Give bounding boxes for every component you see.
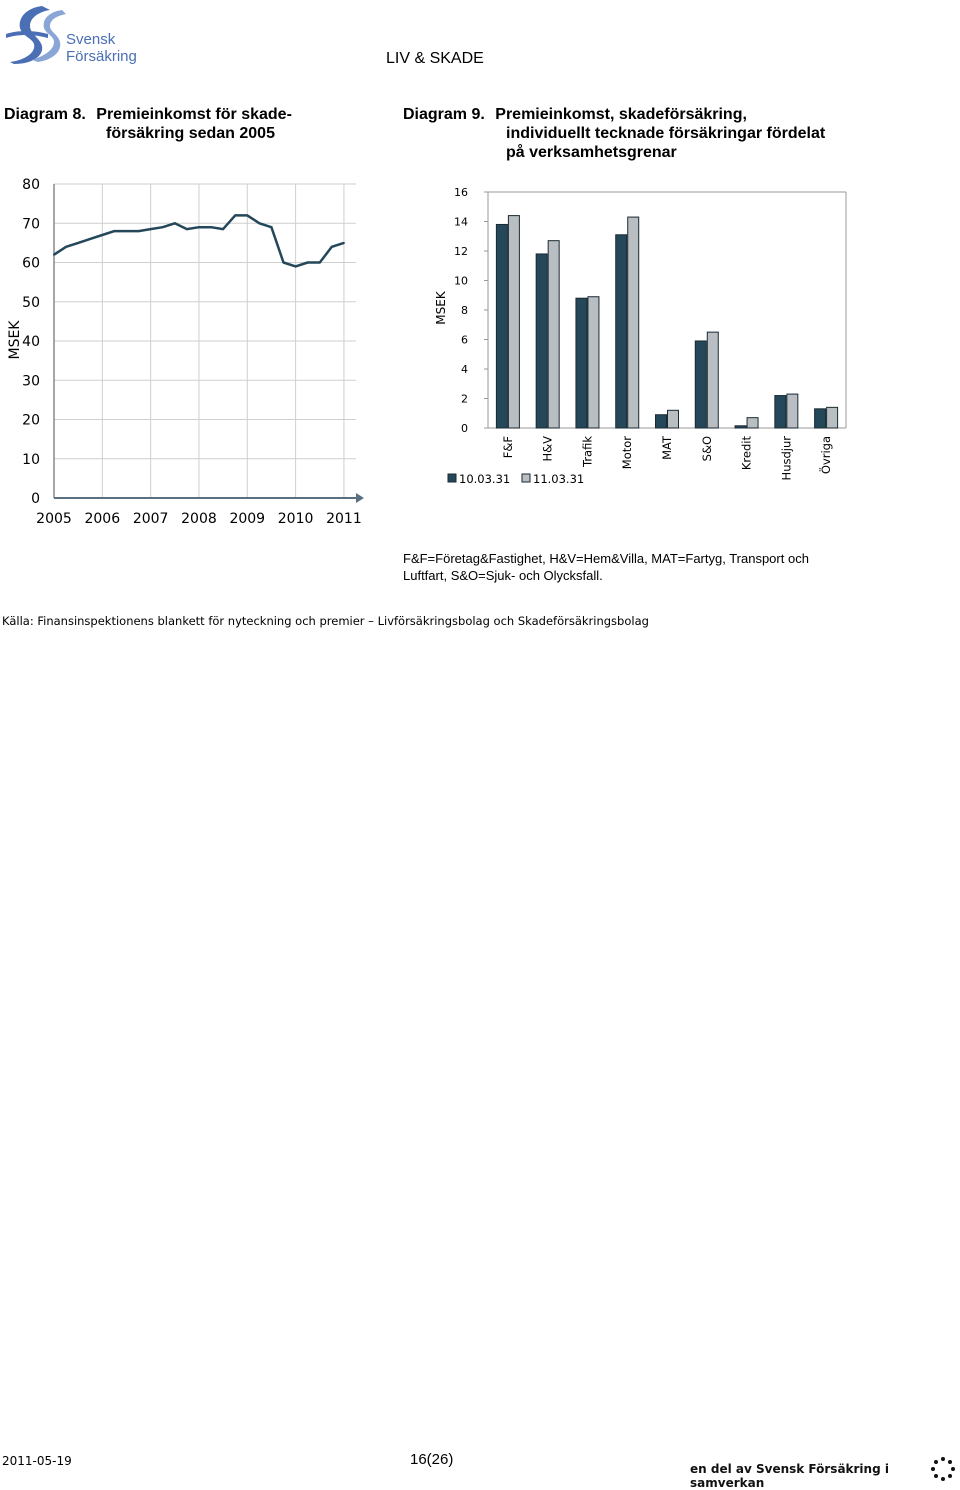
y-tick-label: 60: [22, 255, 40, 272]
y-tick-label: 0: [461, 422, 468, 435]
data-point: [174, 222, 176, 224]
category-label: Motor: [620, 436, 635, 470]
legend-swatch: [448, 474, 456, 482]
x-tick-label: 2006: [84, 511, 121, 527]
x-tick-label: 2010: [277, 511, 314, 527]
diagram9-title-line1: Premieinkomst, skadeförsäkring,: [495, 106, 747, 123]
data-point: [162, 226, 164, 228]
diagram9-title: [403, 105, 943, 162]
category-label: H&V: [540, 436, 555, 462]
bar-chart: [420, 180, 860, 500]
data-point: [198, 226, 200, 228]
data-point: [113, 230, 115, 232]
data-point: [234, 214, 236, 216]
diagram8-title-line1: Premieinkomst för skade-: [96, 106, 292, 123]
bar-11.03.31: [508, 216, 519, 428]
diagram9-label: Diagram 9.: [403, 106, 485, 123]
category-label: Husdjur: [779, 436, 794, 481]
footer-page: 16(26): [410, 1451, 454, 1468]
bar-11.03.31: [588, 297, 599, 428]
bar-11.03.31: [628, 217, 639, 428]
bar-10.03.31: [656, 415, 667, 428]
source-note: Källa: Finansinspektionens blankett för nyteckning och premier – Livförsäkringsbolag och Skadeförsäkringsbolag: [2, 614, 649, 628]
data-point: [65, 246, 67, 248]
y-tick-label: 0: [31, 491, 40, 507]
data-point: [138, 230, 140, 232]
data-point: [283, 262, 285, 264]
footer-date: 2011-05-19: [2, 1454, 72, 1468]
x-tick-label: 2007: [132, 511, 169, 527]
data-point: [307, 262, 309, 264]
bar-10.03.31: [815, 409, 826, 428]
bar-10.03.31: [775, 396, 786, 428]
diagram8-title: [4, 105, 384, 143]
logo-text: Svensk Försäkring: [66, 31, 137, 65]
bar-10.03.31: [735, 426, 746, 428]
data-point: [246, 214, 248, 216]
y-tick-label: 20: [22, 412, 40, 429]
data-point: [343, 242, 345, 244]
category-label: Kredit: [739, 436, 754, 471]
data-point: [89, 238, 91, 240]
data-point: [101, 234, 103, 236]
bar-10.03.31: [496, 224, 507, 428]
y-tick-label: 6: [461, 333, 468, 347]
bar-10.03.31: [576, 298, 587, 428]
bar-11.03.31: [668, 410, 679, 428]
bar-11.03.31: [787, 394, 798, 428]
x-tick-label: 2009: [229, 511, 266, 527]
x-tick-label: 2011: [326, 511, 362, 527]
y-tick-label: 10: [454, 274, 468, 288]
logo-mark-icon: [4, 4, 68, 66]
chart-caption: [403, 550, 943, 584]
line-chart: [0, 170, 390, 540]
category-label: Övriga: [819, 436, 834, 475]
y-tick-label: 16: [454, 186, 468, 199]
y-axis-label: MSEK: [434, 291, 448, 325]
caption-line1: F&F=Företag&Fastighet, H&V=Hem&Villa, MAT=Fartyg, Transport och: [403, 551, 809, 566]
legend-label: 10.03.31: [459, 472, 511, 486]
bar-11.03.31: [827, 407, 838, 428]
data-point: [186, 228, 188, 230]
bar-10.03.31: [695, 341, 706, 428]
data-point: [331, 246, 333, 248]
diagram8-title-line2: försäkring sedan 2005: [106, 125, 275, 142]
bar-11.03.31: [707, 332, 718, 428]
category-label: F&F: [500, 436, 515, 459]
legend-swatch: [522, 474, 530, 482]
data-point: [222, 228, 224, 230]
diagram9-title-line2: individuellt tecknade försäkringar fördelat: [506, 125, 826, 142]
y-axis-label: MSEK: [7, 320, 23, 360]
caption-line2: Luftfart, S&O=Sjuk- och Olycksfall.: [403, 568, 603, 583]
bar-11.03.31: [747, 418, 758, 428]
data-point: [125, 230, 127, 232]
bar-10.03.31: [616, 235, 627, 428]
data-point: [210, 226, 212, 228]
footer-emblem-icon: [930, 1456, 956, 1482]
data-point: [319, 262, 321, 264]
category-label: MAT: [660, 436, 674, 460]
x-tick-label: 2005: [36, 511, 72, 527]
y-tick-label: 70: [22, 216, 40, 233]
x-tick-label: 2008: [181, 511, 217, 527]
category-label: S&O: [699, 436, 714, 462]
bar-11.03.31: [548, 241, 559, 428]
y-tick-label: 14: [454, 215, 468, 229]
section-title: LIV & SKADE: [386, 50, 484, 67]
y-tick-label: 10: [22, 451, 40, 468]
y-tick-label: 8: [461, 304, 468, 317]
diagram9-title-line3: på verksamhetsgrenar: [506, 144, 677, 161]
y-tick-label: 80: [22, 177, 40, 193]
y-tick-label: 30: [22, 373, 40, 390]
logo: [4, 4, 174, 66]
bar-10.03.31: [536, 254, 547, 428]
data-point: [150, 228, 152, 230]
data-point: [258, 222, 260, 224]
y-tick-label: 40: [22, 334, 40, 350]
data-point: [295, 265, 297, 267]
y-tick-label: 50: [22, 294, 40, 311]
footer-tagline: en del av Svensk Försäkring i samverkan: [690, 1462, 889, 1490]
legend-label: 11.03.31: [533, 472, 585, 486]
data-point: [270, 226, 272, 228]
y-tick-label: 12: [454, 245, 468, 258]
data-point: [53, 254, 55, 256]
diagram8-label: Diagram 8.: [4, 106, 86, 123]
y-tick-label: 2: [461, 392, 468, 406]
data-point: [77, 242, 79, 244]
category-label: Trafik: [580, 436, 595, 468]
y-tick-label: 4: [461, 363, 468, 376]
x-axis-arrow-icon: [356, 493, 364, 503]
